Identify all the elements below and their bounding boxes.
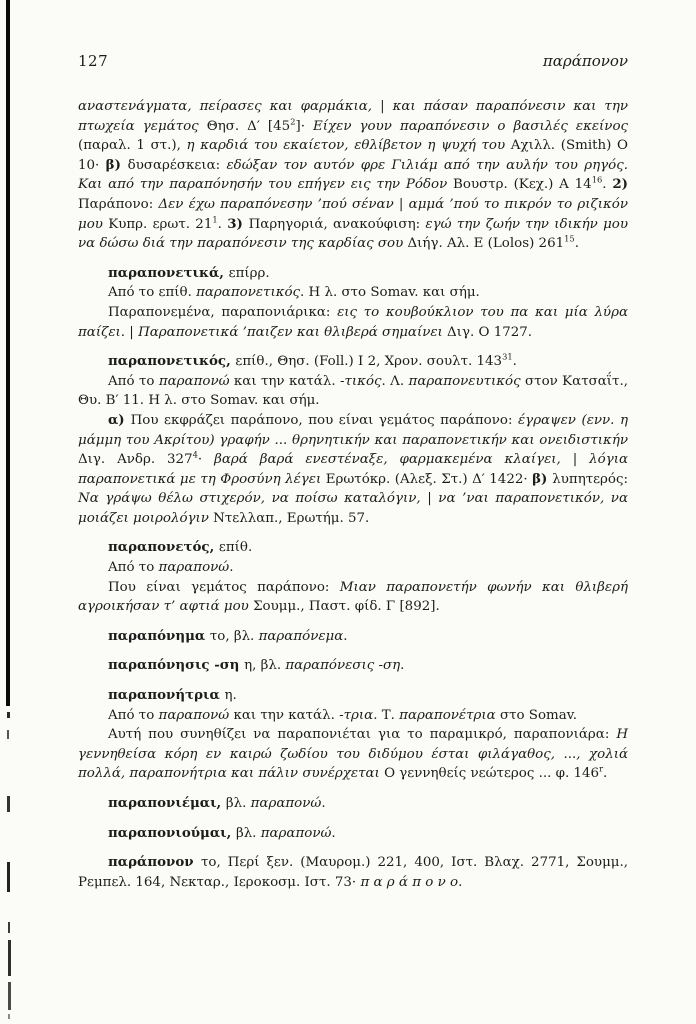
text-run: παραπονετικός,	[108, 353, 236, 370]
text-run: παραπόνησις -ση	[108, 657, 245, 674]
text-run: και την κατάλ.	[233, 707, 340, 723]
text-run: π α ρ ά π ο ν ο	[360, 874, 459, 890]
text-run: παράπονον	[108, 854, 201, 871]
text-run: Θησ. Δ′ [45	[206, 118, 291, 134]
running-head: παράπονον	[542, 52, 628, 70]
text-run: παραπονευτικός	[408, 373, 526, 389]
text-run: παραπόνεμα	[258, 628, 344, 644]
text-run: Που είναι γεμάτος παράπονο:	[108, 579, 340, 595]
text-run: .	[343, 628, 348, 644]
text-run: Ερωτόκρ. (Αλεξ. Στ.) Δ′ 1422·	[325, 471, 533, 487]
scan-edge-mark	[8, 922, 10, 933]
text-run: στο Somav.	[499, 707, 577, 723]
dictionary-entry-paragraph	[78, 538, 628, 558]
text-run: Δεν έχω παραπόνεσην ’πού σέναν | αμμά ’πού το πικρόν το ριζικόν μου	[78, 196, 628, 232]
text-run: α)	[108, 411, 131, 428]
text-run: .	[217, 216, 228, 232]
scan-edge-mark	[8, 982, 11, 1010]
scan-edge-mark	[8, 1014, 10, 1019]
text-run: Διγ. Ανδρ. 327	[78, 452, 193, 468]
text-run: Μιαν παραπονετήν φωνήν και θλιβερή αγροικήσαν τ’ αφτιά μου	[78, 579, 628, 615]
text-run: αναστενάγματα, πείρασες και φαρμάκια, | και πάσαν παραπόνεσιν και την πτωχεία γεμάτος	[78, 99, 628, 134]
text-paragraph	[78, 283, 628, 303]
text-run: Ντελλαπ., Ερωτήμ. 57.	[213, 510, 370, 526]
text-run: 31	[502, 351, 513, 362]
text-run: παραπονετός,	[108, 539, 219, 556]
text-run: παραπονιέμαι,	[108, 795, 226, 811]
text-run: Από το	[108, 707, 159, 723]
text-run: παραπονώ	[158, 707, 234, 723]
text-run: Αχιλλ. (Smith) Ο 10·	[78, 138, 628, 173]
scan-edge-mark	[8, 940, 11, 976]
text-run: Σουμμ., Παστ. φίδ. Γ [892].	[253, 599, 440, 615]
text-paragraph	[78, 706, 628, 726]
text-run: .	[331, 825, 336, 841]
text-run: Διγ. Ο 1727.	[447, 324, 533, 340]
dictionary-entry-paragraph	[78, 853, 628, 892]
text-run: . Λ.	[381, 373, 409, 389]
dictionary-entry-paragraph	[78, 627, 628, 647]
text-run: έγραψεν (ενν. η μάμμη του Ακρίτου) γραφήν ... θρηνητικήν και παραπονετικήν και ονειδιστικήν	[78, 412, 628, 448]
text-run: Είχεν γουν παραπόνεσιν ο βασιλές εκείνος	[313, 118, 629, 134]
text-run: . Τ.	[373, 707, 400, 723]
text-run: Παράπονο:	[78, 196, 159, 212]
text-run: β)	[532, 470, 553, 487]
text-run: .	[602, 177, 613, 193]
text-run: δυσαρέσκεια:	[127, 157, 227, 173]
text-run: βαρά βαρά ενεστέναξε, φαρμακεμένα κλαίγει, | λόγια παραπονετικά με τη Φροσύνη λέγει	[78, 452, 628, 487]
text-run: παραπονώ	[260, 825, 332, 841]
text-run: Η γεννηθείσα κόρη εν καιρώ ζωδίου του διδύμου έσται φιλάγαθος, ..., χολιά πολλά, παραπονήτρια και πάλιν συνέρχεται	[78, 727, 628, 782]
text-paragraph	[78, 97, 628, 254]
text-run: Αυτή που συνηθίζει να παραπονιέται για το παραμικρό, παραπονιάρα:	[108, 727, 617, 743]
text-paragraph	[78, 558, 628, 578]
text-run: η, βλ.	[244, 658, 286, 674]
text-paragraph	[78, 372, 628, 411]
text-run: εγώ την ζωήν την ιδικήν μου να δώσω διά την παραπόνεσιν της καρδίας σου	[78, 216, 628, 252]
text-run: το, βλ.	[209, 628, 259, 644]
text-run: . Η λ. στο Somav. και σήμ.	[300, 285, 480, 301]
text-run: εις το κουβούκλιον του πα και μία λύρα παίζει. | Παραπονετικά ’παιζεν και θλιβερά σημαίνει	[78, 304, 628, 340]
text-run: Που εκφράζει παράπονο, που είναι γεμάτος παράπονο:	[130, 412, 518, 428]
text-run: παραπονώ	[250, 796, 322, 811]
text-run: Να γράψω θέλω στιχερόν, να ποίσω καταλόγιν, | να ’ναι παραπονετικόν, να μοιάζει μοιρολόγιν	[78, 491, 628, 526]
scan-edge-mark	[7, 712, 10, 718]
text-run: βλ.	[225, 796, 251, 811]
dictionary-entry-paragraph	[78, 824, 628, 844]
text-run: .	[512, 354, 517, 370]
text-run: .	[321, 796, 326, 811]
text-run: παραπονιούμαι,	[108, 824, 236, 841]
text-run: Παραπονεμένα, παραπονιάρικα:	[108, 304, 338, 320]
text-run: παραπόνεσις -ση	[285, 658, 401, 674]
text-run: παραπονετικός	[196, 285, 301, 301]
dictionary-entry-paragraph	[78, 686, 628, 706]
scan-edge-shadow	[0, 0, 16, 1024]
text-run: Ο γεννηθείς νεώτερος ... φ. 146	[384, 766, 600, 782]
text-run: 2	[290, 116, 296, 127]
text-run: .	[229, 560, 234, 576]
text-run: 2)	[612, 176, 628, 193]
scan-edge-mark	[6, 0, 10, 706]
text-run: .	[603, 766, 608, 782]
text-run: Κυπρ. ερωτ. 21	[108, 216, 213, 232]
text-run: -τρια	[339, 707, 374, 723]
text-run: .	[574, 236, 579, 252]
text-run: παραπονετικά,	[108, 264, 229, 281]
text-run: παραπονώ	[158, 560, 230, 576]
text-run: Παρηγοριά, ανακούφιση:	[248, 216, 426, 232]
text-run: στον Κατσαΐτ., Θυ. Β′ 11. Η λ. στο Somav. και σήμ.	[78, 373, 628, 409]
text-run: επίθ., Θησ. (Foll.) Ι 2, Χρον. σουλτ. 143	[235, 354, 503, 370]
text-run: Από το	[108, 560, 159, 576]
text-run: επίθ.	[218, 540, 253, 556]
text-run: Βουστρ. (Κεχ.) Α 14	[453, 177, 592, 193]
text-run: Από το	[108, 373, 159, 389]
text-run: 3)	[227, 215, 249, 232]
text-paragraph	[78, 725, 628, 784]
text-run: 4	[192, 449, 198, 460]
text-run: η καρδιά του εκαίετον, εθλίβετον η ψυχή του	[186, 138, 511, 154]
scan-edge-mark	[7, 796, 10, 812]
text-run: ]·	[295, 118, 313, 134]
text-run: Από το επίθ.	[108, 285, 197, 301]
text-run: παραπονώ	[158, 373, 234, 389]
text-paragraph	[78, 303, 628, 342]
text-run: και την κατάλ.	[233, 373, 340, 389]
dictionary-entry-paragraph	[78, 264, 628, 284]
text-run: 15	[564, 233, 575, 244]
text-run: r	[599, 763, 604, 774]
text-run: -τικός	[339, 373, 382, 389]
text-run: ·	[197, 452, 215, 468]
text-paragraph	[78, 578, 628, 617]
page-number: 127	[78, 52, 109, 70]
page-header	[78, 52, 628, 70]
text-run: το, Περί ξεν. (Μαυρομ.) 221, 400, Ιστ. Βλαχ. 2771, Σουμμ., Ρεμπελ. 164, Νεκταρ., Ιεροκοσμ. Ιστ. 73·	[78, 855, 628, 890]
scan-edge-mark	[7, 730, 9, 739]
text-block	[78, 97, 628, 892]
text-run: β)	[105, 156, 128, 173]
dictionary-entry-paragraph	[78, 352, 628, 372]
text-run: 1	[212, 214, 218, 225]
text-run: 16	[591, 174, 603, 185]
text-run: επίρρ.	[228, 265, 270, 281]
text-run: Διήγ. Αλ. Ε (Lolos) 261	[407, 236, 565, 252]
text-run: παραπονέτρια	[399, 707, 500, 723]
text-run: εδώξαν τον αυτόν φρε Γιλιάμ από την αυλήν του ρηγός. Και από την παραπόνησήν του επήγεν εις την Ρόδον	[78, 157, 628, 193]
text-run: .	[458, 874, 463, 890]
text-run: παραπονήτρια	[108, 687, 225, 704]
text-run: βλ.	[235, 825, 261, 841]
text-run: παραπόνημα	[108, 627, 210, 644]
text-paragraph	[78, 411, 628, 529]
text-run: .	[400, 658, 405, 674]
scan-edge-mark	[7, 862, 10, 892]
text-run: η.	[224, 688, 237, 704]
dictionary-entry-paragraph	[78, 794, 628, 814]
text-run: λυπητερός:	[552, 471, 629, 487]
dictionary-entry-paragraph	[78, 656, 628, 676]
text-run: (παραλ. 1 στ.),	[78, 138, 187, 154]
